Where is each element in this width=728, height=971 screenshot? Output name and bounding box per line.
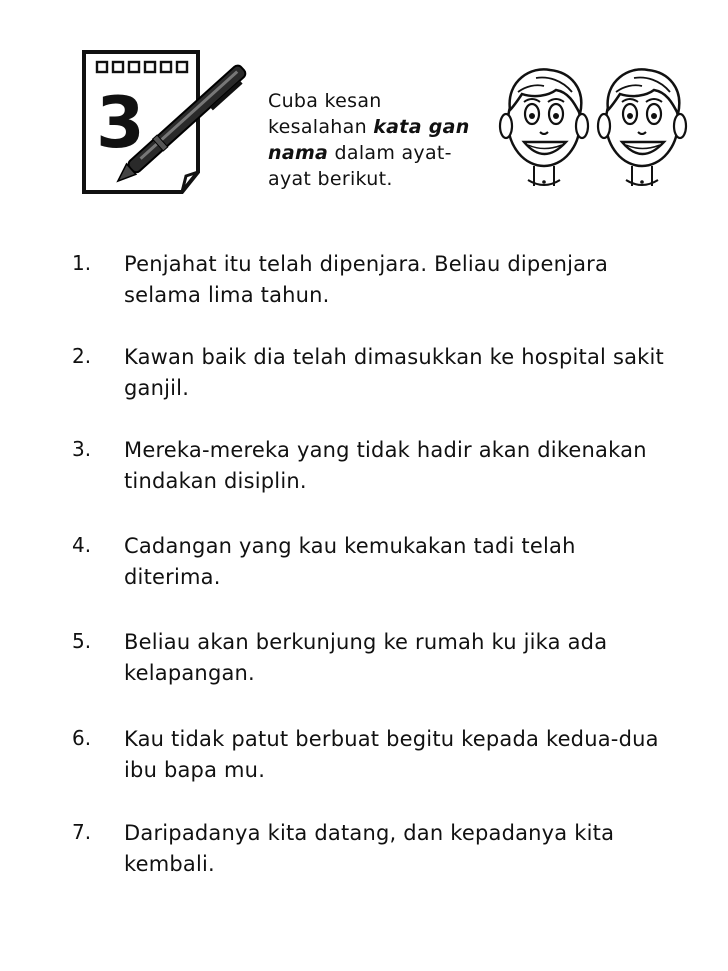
instruction-emphasis-1: kata gan xyxy=(373,116,470,138)
instruction-line-3 xyxy=(268,140,500,166)
instruction-emphasis-2: nama xyxy=(268,142,329,164)
pen-icon xyxy=(110,60,260,230)
instruction-line-2 xyxy=(268,114,500,140)
instruction-line-2-text: kesalahan xyxy=(268,116,374,138)
instruction-line-3-text: dalam ayat- xyxy=(328,142,452,164)
item-number: 2. xyxy=(72,344,92,368)
step-number: 3 xyxy=(96,82,145,164)
boy-face-icon xyxy=(590,62,694,192)
instruction-line-4: ayat berikut. xyxy=(268,168,393,190)
boy-face-icon xyxy=(492,62,596,192)
item-text: Kau tidak patut berbuat begitu kepada kedua-dua ibu bapa mu. xyxy=(124,727,659,782)
item-text: Kawan baik dia telah dimasukkan ke hospital sakit ganjil. xyxy=(124,345,664,400)
item-text: Cadangan yang kau kemukakan tadi telah diterima. xyxy=(124,534,576,589)
item-number: 4. xyxy=(72,533,92,557)
item-number: 3. xyxy=(72,437,92,461)
item-text: Daripadanya kita datang, dan kepadanya kita kembali. xyxy=(124,821,615,876)
instruction-line-1: Cuba kesan xyxy=(268,90,382,112)
instruction-text xyxy=(268,88,500,218)
item-number: 5. xyxy=(72,629,92,653)
item-text: Beliau akan berkunjung ke rumah ku jika ada kelapangan. xyxy=(124,630,608,685)
item-number: 7. xyxy=(72,820,92,844)
item-number: 6. xyxy=(72,726,92,750)
item-text: Penjahat itu telah dipenjara. Beliau dipenjara selama lima tahun. xyxy=(124,252,609,307)
item-number: 1. xyxy=(72,251,92,275)
item-text: Mereka-mereka yang tidak hadir akan dikenakan tindakan disiplin. xyxy=(124,438,647,493)
